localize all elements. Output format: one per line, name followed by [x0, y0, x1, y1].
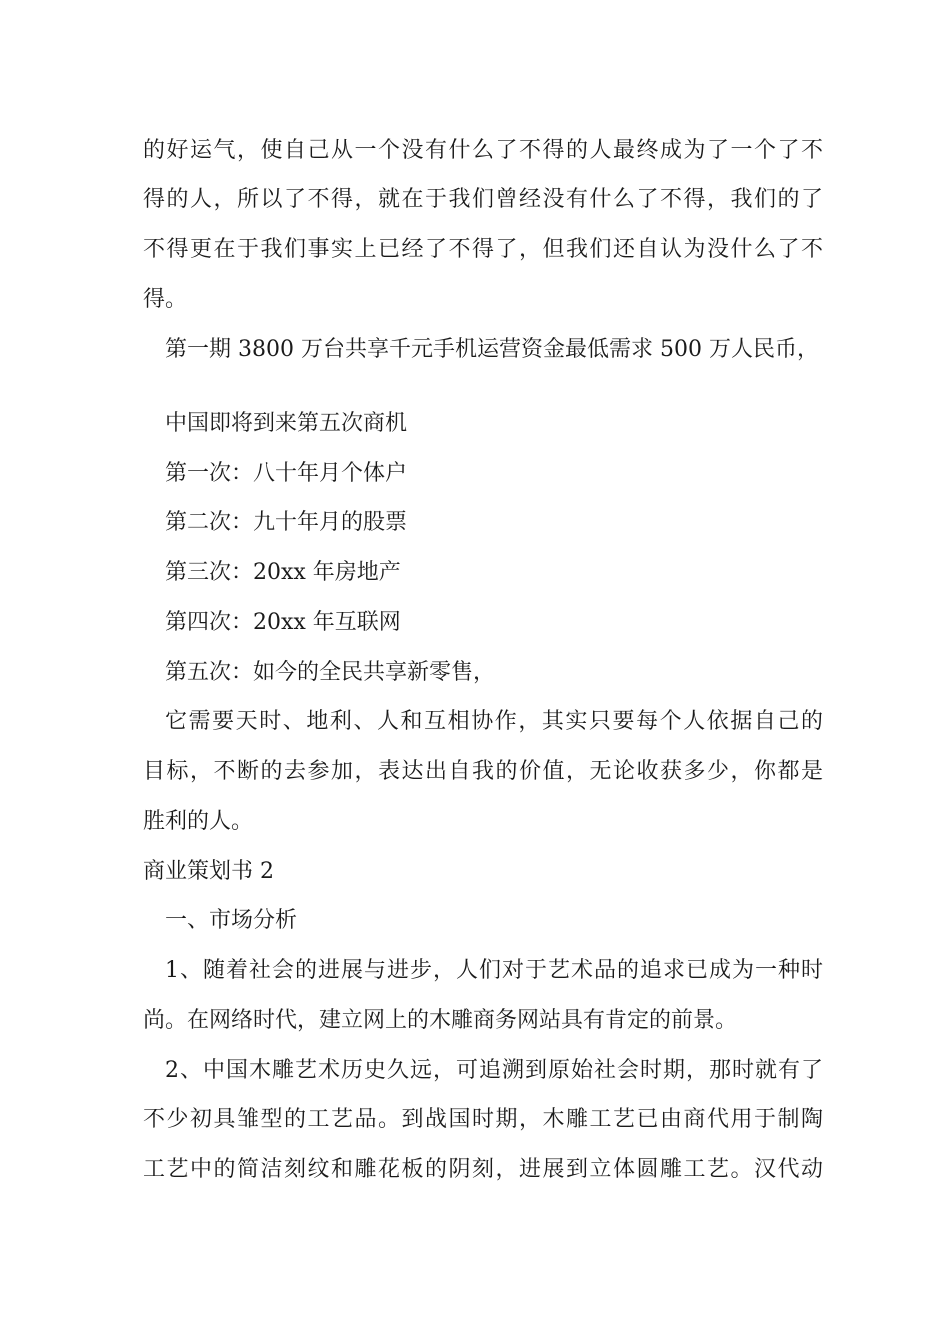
- paragraph-line: 得的人，所以了不得，就在于我们曾经没有什么了不得，我们的了: [143, 187, 823, 212]
- opportunity-item: 第一次：八十年月个体户: [165, 461, 408, 486]
- period-line: 第一期 3800 万台共享千元手机运营资金最低需求 500 万人民币，: [165, 337, 819, 362]
- paragraph-line: 不少初具雏型的工艺品。到战国时期，木雕工艺已由商代用于制陶: [143, 1107, 823, 1132]
- opportunity-item: 第二次：九十年月的股票: [165, 510, 408, 535]
- opportunity-item: 第五次：如今的全民共享新零售，: [165, 660, 496, 685]
- paragraph-line: 它需要天时、地利、人和互相协作，其实只要每个人依据自己的: [165, 709, 823, 734]
- opportunity-item: 第四次：20xx 年互联网: [165, 610, 401, 635]
- paragraph-line: 胜利的人。: [143, 809, 254, 834]
- paragraph-line: 2、中国木雕艺术历史久远，可追溯到原始社会时期，那时就有了: [165, 1058, 823, 1083]
- paragraph-line: 的好运气，使自己从一个没有什么了不得的人最终成为了一个了不: [143, 138, 823, 163]
- paragraph-line: 目标，不断的去参加，表达出自我的价值，无论收获多少，你都是: [143, 759, 823, 784]
- section-title: 商业策划书 2: [143, 859, 274, 884]
- paragraph-line: 得。: [143, 287, 188, 312]
- opportunity-heading: 中国即将到来第五次商机: [165, 411, 408, 436]
- paragraph-line: 尚。在网络时代，建立网上的木雕商务网站具有肯定的前景。: [143, 1008, 738, 1033]
- paragraph-line: 1、随着社会的进展与进步，人们对于艺术品的追求已成为一种时: [165, 958, 823, 983]
- paragraph-line: 工艺中的简洁刻纹和雕花板的阴刻，进展到立体圆雕工艺。汉代动: [143, 1157, 823, 1182]
- paragraph-line: 不得更在于我们事实上已经了不得了，但我们还自认为没什么了不: [143, 237, 823, 262]
- opportunity-item: 第三次：20xx 年房地产: [165, 560, 401, 585]
- subsection-title: 一、市场分析: [165, 908, 298, 933]
